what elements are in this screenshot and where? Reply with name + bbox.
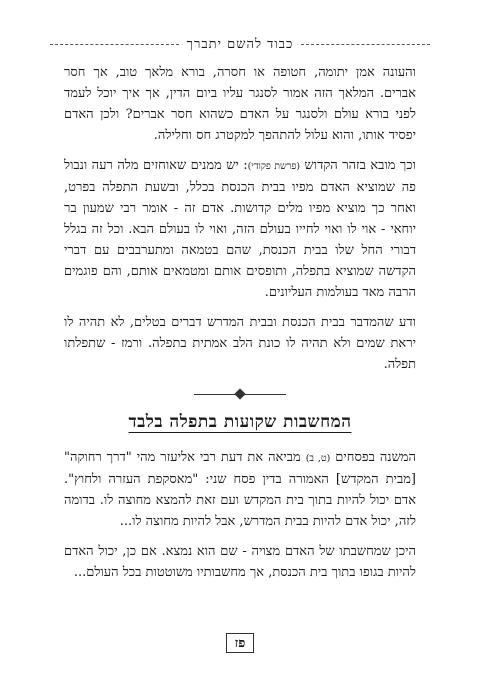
source-citation: (פרשת פקודי) bbox=[247, 161, 301, 172]
paragraph-3: ודע שהמדבר בבית הכנסת ובבית המדרש דברים בטלים, לא תהיה לו יראת שמים ולא תהיה לו כונת הלב אמתית בתפלה. ורמז - שתפלתו תפלה. bbox=[64, 315, 416, 372]
paragraph-2-lead: וכך מובא בזהר הקדוש bbox=[300, 158, 416, 173]
paragraph-1: והעונה אמן יתומה, חטופה או חסרה, בורא מלאך טוב, אך חסר אברים. המלאך הזה אמור לסנגר עליו ביום הדין, אך איך יוכל לעמד לפני בורא עולם ולסנגר על האדם כשהוא חסר אברים? ולכן האדם יפסיד אותו, והוא עלול להתהפך למקטרג חס וחלילה. bbox=[64, 65, 416, 143]
source-citation: (ט, ב) bbox=[305, 453, 331, 464]
section-paragraph-2: היכן שמחשבתו של האדם מצויה - שם הוא נמצא. אם כן, יכול האדם להיות בגופו בתוך בית הכנסת, אך מחשבותיו משוטטות בכל העולם... bbox=[64, 544, 416, 580]
page-number: פז bbox=[226, 633, 255, 653]
header-dash-right bbox=[301, 44, 430, 45]
header-title: כבוד להשם יתברך bbox=[186, 37, 294, 52]
running-header bbox=[50, 36, 430, 52]
divider-ornament-icon bbox=[234, 388, 245, 399]
section-divider bbox=[64, 384, 416, 406]
section-paragraph-1-body: מביאה את דעת רבי אליעזר מהי "דרך רחוקה" [מבית המקדש] האמורה בדין פסח שני: "מאסקפת העזרה ולחוץ". אדם יכול להיות בתוך בית המקדש ועם זאת להמצא מחוצה לו. בדומה לזה, יכול אדם להיות בבית המדרש, אבל להיות מחוצה לו... bbox=[64, 450, 416, 529]
page-footer bbox=[0, 633, 480, 653]
header-dash-left bbox=[50, 44, 179, 45]
paragraph-2 bbox=[64, 155, 416, 303]
section-title: המחשבות שקועות בתפלה בלבד bbox=[128, 412, 352, 432]
paragraph-2-body: : יש ממנים שאוחזים מלה רעה ונבול פה שמוציא האדם מפיו בבית הכנסת בכלל, ובשעת התפלה בפרט, ואחר כך מוציא מפיו מלים קדושות. אדם זה - אומר רבי שמעון בר יוחאי - אוי לו ואוי לחייו בעולם הזה, ואוי לו בעולם הבא. וכל זה בגלל דבורי החל שלו בבית הכנסת, שהם בטמאה ומתערבבים עם דברי הקדשה שמוציא בתפלה, ותופסים אותם ומטמאים אותם, והם פוגמים הרבה מאד בעולמות העליונים. bbox=[64, 158, 416, 300]
section-paragraph-1 bbox=[64, 447, 416, 532]
main-text bbox=[64, 62, 416, 592]
section-paragraph-1-lead: המשנה בפסחים bbox=[330, 450, 416, 465]
